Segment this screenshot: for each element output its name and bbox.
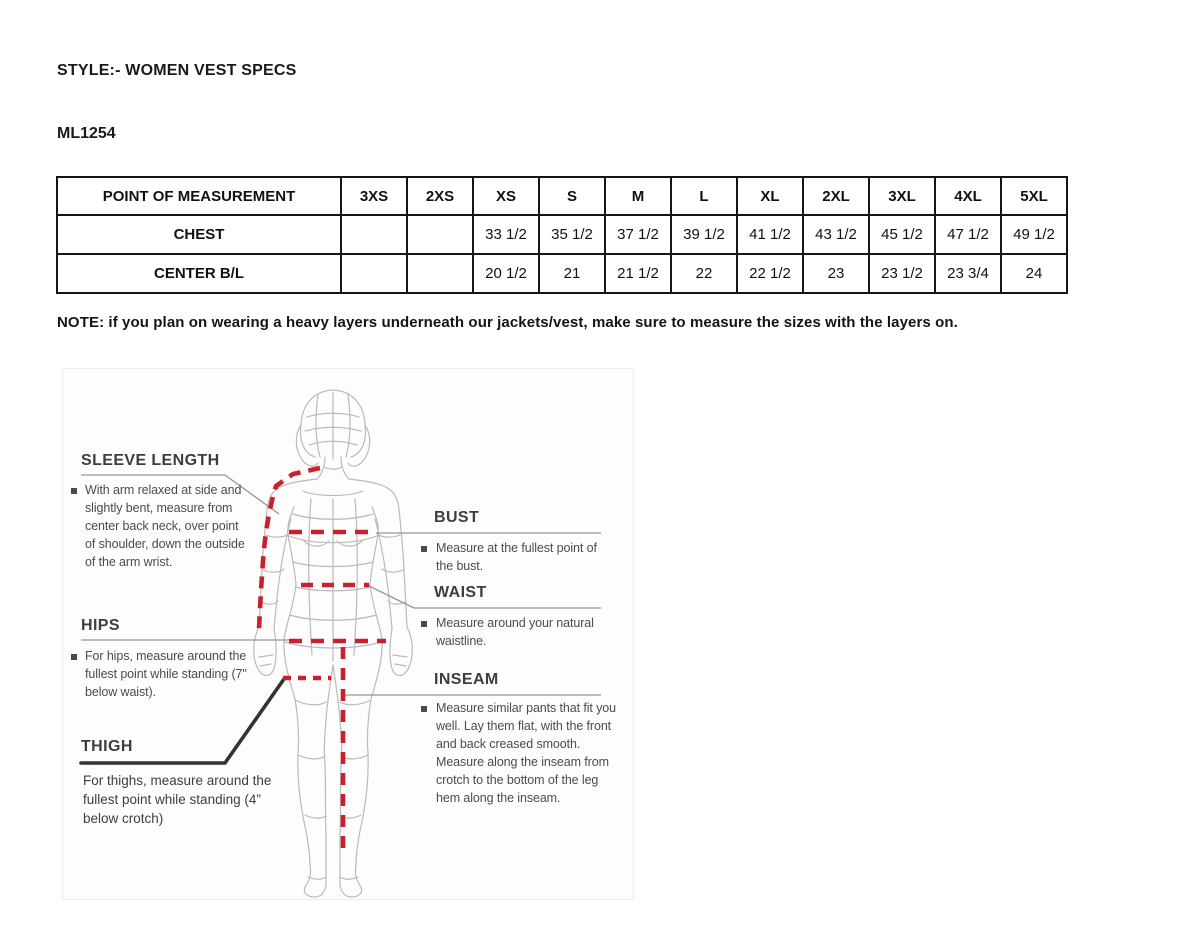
column-header: L [671, 177, 737, 215]
column-header: POINT OF MEASUREMENT [57, 177, 341, 215]
cell [341, 254, 407, 293]
cell: 22 1/2 [737, 254, 803, 293]
waist-label: WAIST [434, 584, 487, 601]
page-title: STYLE:- WOMEN VEST SPECS [57, 62, 297, 79]
table-header-row [57, 177, 1067, 215]
cell: 21 1/2 [605, 254, 671, 293]
cell: 39 1/2 [671, 215, 737, 254]
column-header: 5XL [1001, 177, 1067, 215]
hips-label: HIPS [81, 617, 120, 634]
bust-label: BUST [434, 509, 480, 526]
note-text: NOTE: if you plan on wearing a heavy layers underneath our jackets/vest, make sure to measure the sizes with the layers on. [57, 314, 958, 331]
cell: 24 [1001, 254, 1067, 293]
cell: 41 1/2 [737, 215, 803, 254]
column-header: M [605, 177, 671, 215]
column-header: S [539, 177, 605, 215]
cell: 21 [539, 254, 605, 293]
cell: 23 [803, 254, 869, 293]
cell: 49 1/2 [1001, 215, 1067, 254]
cell: 43 1/2 [803, 215, 869, 254]
bullet-square-icon [71, 488, 77, 494]
table-row-center-bl [57, 254, 1067, 293]
sleeve-length-description: With arm relaxed at side and slightly bent, measure from center back neck, over point of shoulder, down the outside of the arm wrist. [85, 483, 245, 569]
sleeve-length-label: SLEEVE LENGTH [81, 452, 220, 469]
column-header: XL [737, 177, 803, 215]
cell: 20 1/2 [473, 254, 539, 293]
size-spec-table [56, 176, 1068, 294]
bullet-square-icon [421, 706, 427, 712]
cell: 33 1/2 [473, 215, 539, 254]
column-header: 3XS [341, 177, 407, 215]
cell [407, 215, 473, 254]
column-header: XS [473, 177, 539, 215]
table-row-chest [57, 215, 1067, 254]
model-number: ML1254 [57, 125, 116, 142]
bullet-square-icon [421, 621, 427, 627]
column-header: 4XL [935, 177, 1001, 215]
column-header: 2XS [407, 177, 473, 215]
cell [407, 254, 473, 293]
row-label: CHEST [57, 215, 341, 254]
cell: 37 1/2 [605, 215, 671, 254]
inseam-label: INSEAM [434, 671, 499, 688]
thigh-label: THIGH [81, 738, 133, 755]
cell: 35 1/2 [539, 215, 605, 254]
cell: 47 1/2 [935, 215, 1001, 254]
inseam-description: Measure similar pants that fit you well. Lay them flat, with the front and back creased smooth. Measure along the inseam from crotch to the bottom of the leg hem along the inseam. [436, 701, 617, 805]
column-header: 3XL [869, 177, 935, 215]
row-label: CENTER B/L [57, 254, 341, 293]
bust-description: Measure at the fullest point of the bust. [436, 541, 597, 573]
cell: 45 1/2 [869, 215, 935, 254]
measurement-diagram [62, 368, 634, 900]
bullet-square-icon [71, 654, 77, 660]
bullet-square-icon [421, 546, 427, 552]
cell [341, 215, 407, 254]
cell: 23 3/4 [935, 254, 1001, 293]
hips-description: For hips, measure around the fullest point while standing (7" below waist). [85, 649, 247, 699]
waist-description: Measure around your natural waistline. [436, 616, 594, 648]
column-header: 2XL [803, 177, 869, 215]
thigh-description: For thighs, measure around the fullest point while standing (4” below crotch) [83, 773, 272, 826]
cell: 23 1/2 [869, 254, 935, 293]
cell: 22 [671, 254, 737, 293]
sleeve-measure-line [259, 468, 320, 629]
